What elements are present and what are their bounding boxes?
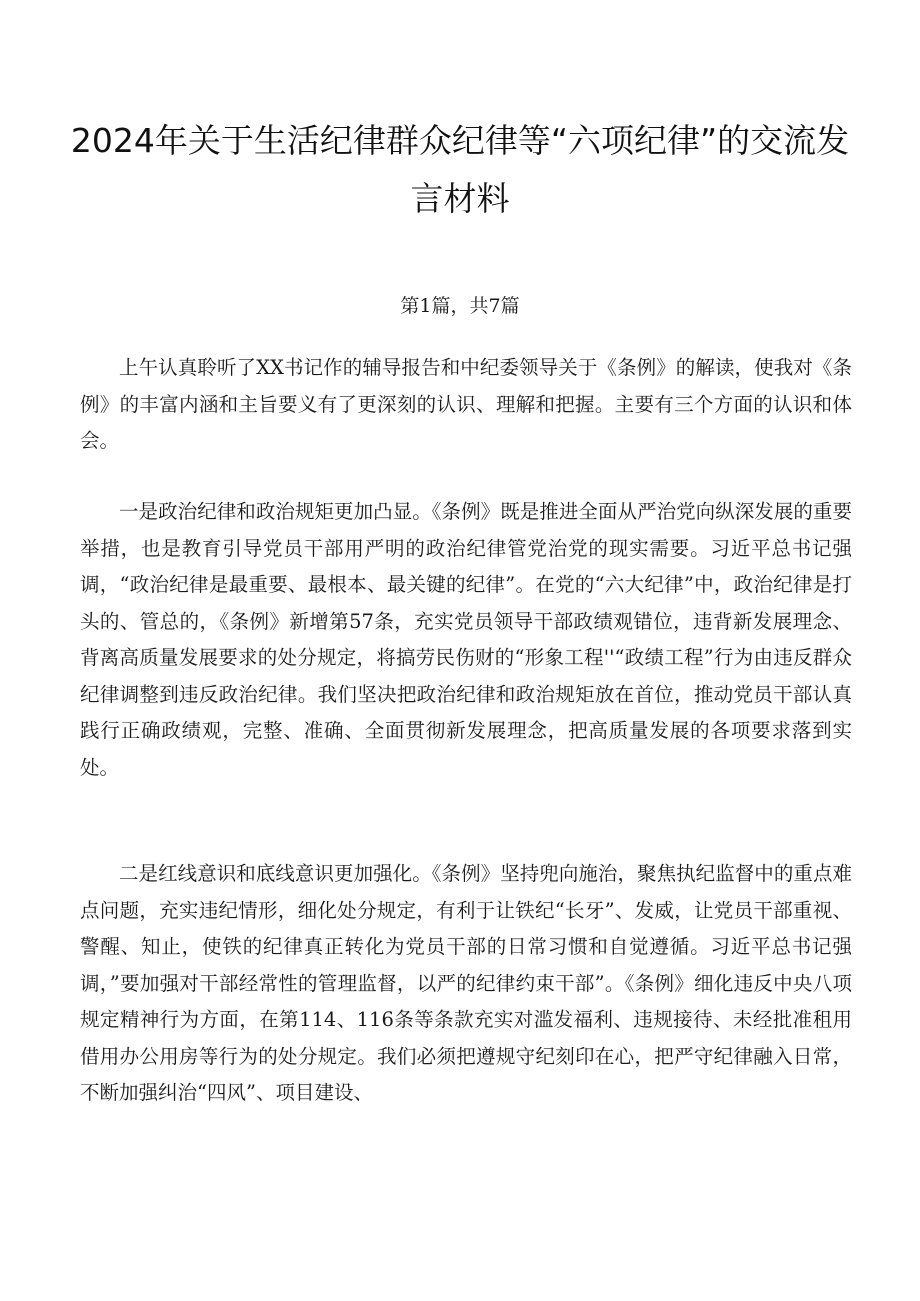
paragraph-intro: 上午认真聆听了XX书记作的辅导报告和中纪委领导关于《条例》的解读，使我对《条例》的丰富内涵和主旨要义有了更深刻的认识、理解和把握。主要有三个方面的认识和体会。 [80,356,852,452]
paragraph-redline-awareness: 二是红线意识和底线意识更加强化。《条例》坚持兜向施治，聚焦执纪监督中的重点难点问题，充实违纪情形，细化处分规定，有利于让铁纪“长牙”、发威，让党员干部重视、警醒、知止，使铁的纪律真正转化为党员干部的日常习惯和自觉遵循。习近平总书记强调，”要加强对干部经常性的管理监督，以严的纪律约束干部”。《条例》细化违反中央八项规定精神行为方面，在第114、116条等条款充实对滥发福利、违规接待、未经批准租用借用办公用房等行为的处分规定。我们必须把遵规守纪刻印在心，把严守纪律融入日常，不断加强纠治“四风”、项目建设、 [80,862,852,1104]
document-subtitle: 第1篇，共7篇 [400,295,520,317]
document-title: 2024年关于生活纪律群众纪律等“六项纪律”的交流发言材料 [70,121,850,218]
paragraph-political-discipline: 一是政治纪律和政治规矩更加凸显。《条例》既是推进全面从严治党向纵深发展的重要举措，也是教育引导党员干部用严明的政治纪律管党治党的现实需要。习近平总书记强调，“政治纪律是最重要、最根本、最关键的纪律”。在党的“六大纪律”中，政治纪律是打头的、管总的，《条例》新增第57条，充实党员领导干部政绩观错位，违背新发展理念、背离高质量发展要求的处分规定，将搞劳民伤财的“形象工程''“政绩工程”行为由违反群众纪律调整到违反政治纪律。我们坚决把政治纪律和政治规矩放在首位，推动党员干部认真践行正确政绩观，完整、准确、全面贯彻新发展理念，把高质量发展的各项要求落到实处。 [80,500,852,779]
